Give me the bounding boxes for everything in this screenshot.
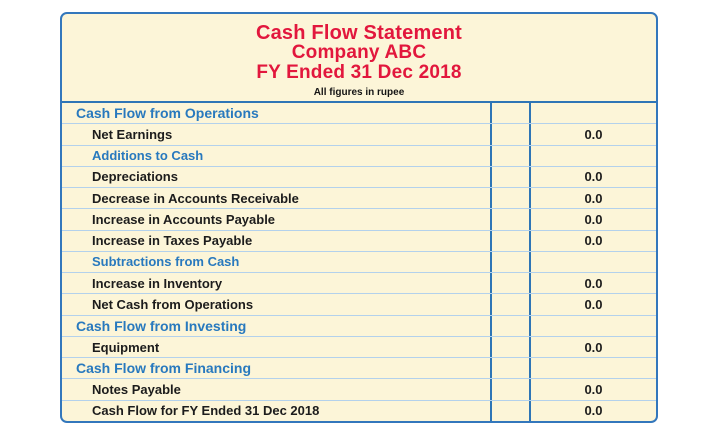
row-label: Net Cash from Operations [92,297,254,313]
row-label: Cash Flow for FY Ended 31 Dec 2018 [92,403,320,419]
row-label: Cash Flow from Investing [76,317,247,334]
row-spacer-cell [490,252,531,272]
row-value: 0.0 [584,382,603,398]
company-name: Company ABC [291,42,427,63]
row-spacer-cell [490,401,531,421]
row-spacer-cell [490,337,531,357]
row-value: 0.0 [584,297,603,313]
row-spacer-cell [490,316,531,336]
row-spacer-cell [490,103,531,123]
table-row-increase-inventory [62,273,656,294]
page-title: Cash Flow Statement [255,22,463,44]
fiscal-period: FY Ended 31 Dec 2018 [256,62,462,83]
row-spacer-cell [490,167,531,187]
table-row-cash-flow-total [62,401,656,421]
table-row-net-earnings [62,124,656,145]
row-value: 0.0 [584,275,603,291]
row-label: Depreciations [92,169,178,185]
table-row-equipment [62,337,656,358]
row-value: 0.0 [584,190,603,206]
row-label: Increase in Accounts Payable [92,211,276,227]
table-row-investing-section [62,316,656,337]
row-value: 0.0 [584,339,603,355]
row-spacer-cell [490,188,531,208]
row-value: 0.0 [584,211,603,227]
table-row-increase-taxes-payable [62,231,656,252]
row-spacer-cell [490,231,531,251]
statement-header [62,14,656,101]
row-value: 0.0 [584,233,603,249]
row-label: Cash Flow from Operations [76,105,259,122]
row-spacer-cell [490,379,531,399]
row-spacer-cell [490,358,531,378]
table-row-financing-section [62,358,656,379]
table-row-operations-section [62,103,656,124]
row-value: 0.0 [584,403,603,419]
row-label: Cash Flow from Financing [76,360,252,377]
row-spacer-cell [490,209,531,229]
row-value: 0.0 [584,169,603,185]
row-label: Increase in Taxes Payable [92,233,253,249]
row-label: Net Earnings [92,126,173,142]
table-row-increase-accounts-payable [62,209,656,230]
figures-note: All figures in rupee [313,87,405,98]
row-label: Notes Payable [92,382,181,398]
row-label: Equipment [92,339,160,355]
table-row-depreciations [62,167,656,188]
table-row-decrease-accounts-receivable [62,188,656,209]
row-spacer-cell [490,273,531,293]
table-row-notes-payable [62,379,656,400]
row-spacer-cell [490,294,531,314]
table-row-additions-to-cash [62,146,656,167]
table-row-subtractions-from-cash [62,252,656,273]
row-label: Subtractions from Cash [92,254,240,270]
statement-card [60,12,658,423]
row-label: Decrease in Accounts Receivable [92,190,299,206]
row-spacer-cell [490,124,531,144]
row-label: Additions to Cash [92,148,204,164]
table-row-net-cash-operations [62,294,656,315]
row-value: 0.0 [584,126,603,142]
row-spacer-cell [490,146,531,166]
row-label: Increase in Inventory [92,275,223,291]
cash-flow-table [62,101,656,421]
